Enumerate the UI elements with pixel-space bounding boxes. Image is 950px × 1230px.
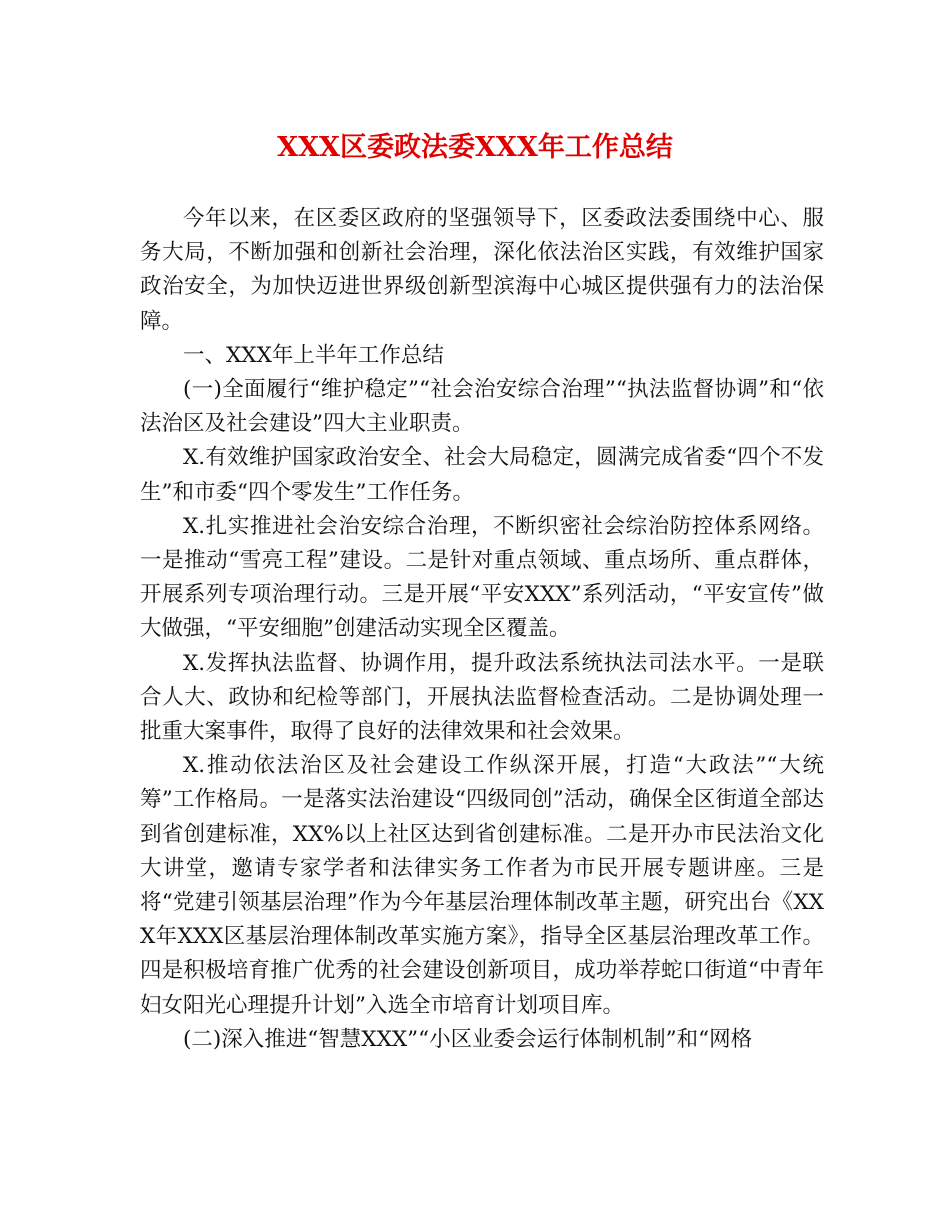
document-body (140, 202, 824, 1057)
paragraph-item-3: X.发挥执法监督、协调作用，提升政法系统执法司法水平。一是联合人大、政协和纪检等部门，开展执法监督检查活动。二是协调处理一批重大案事件，取得了良好的法律效果和社会效果。 (140, 650, 824, 745)
section-heading-1: 一、XXX年上半年工作总结 (183, 342, 444, 368)
paragraph-item-1: X.有效维护国家政治安全、社会大局稳定，圆满完成省委“四个不发生”和市委“四个零发生”工作任务。 (140, 445, 824, 505)
paragraph-intro: 今年以来，在区委区政府的坚强领导下，区委政法委围绕中心、服务大局，不断加强和创新社会治理，深化依法治区实践，有效维护国家政治安全，为加快迈进世界级创新型滨海中心城区提供强有力的法治保障。 (140, 206, 824, 334)
subsection-heading-1: (一)全面履行“维护稳定”“社会治安综合治理”“执法监督协调”和“依法治区及社会建设”四大主业职责。 (140, 377, 824, 437)
paragraph-item-2: X.扎实推进社会治安综合治理，不断织密社会综治防控体系网络。一是推动“雪亮工程”建设。二是针对重点领域、重点场所、重点群体，开展系列专项治理行动。三是开展“平安XXX”系列活动，“平安宣传”做大做强，“平安细胞”创建活动实现全区覆盖。 (140, 513, 824, 642)
paragraph-item-4: X.推动依法治区及社会建设工作纵深开展，打造“大政法”“大统筹”工作格局。一是落实法治建设“四级同创”活动，确保全区街道全部达到省创建标准，XX%以上社区达到省创建标准。二是开办市民法治文化大讲堂，邀请专家学者和法律实务工作者为市民开展专题讲座。三是将“党建引领基层治理”作为今年基层治理体制改革主题，研究出台《XXX年XXX区基层治理体制改革实施方案》，指导全区基层治理改革工作。四是积极培育推广优秀的社会建设创新项目，成功举荐蛇口街道“中青年妇女阳光心理提升计划”入选全市培育计划项目库。 (140, 753, 824, 1018)
document-title: XXX区委政法委XXX年工作总结 (277, 132, 673, 163)
subsection-heading-2: (二)深入推进“智慧XXX”“小区业委会运行体制机制”和“网格 (183, 1026, 753, 1052)
